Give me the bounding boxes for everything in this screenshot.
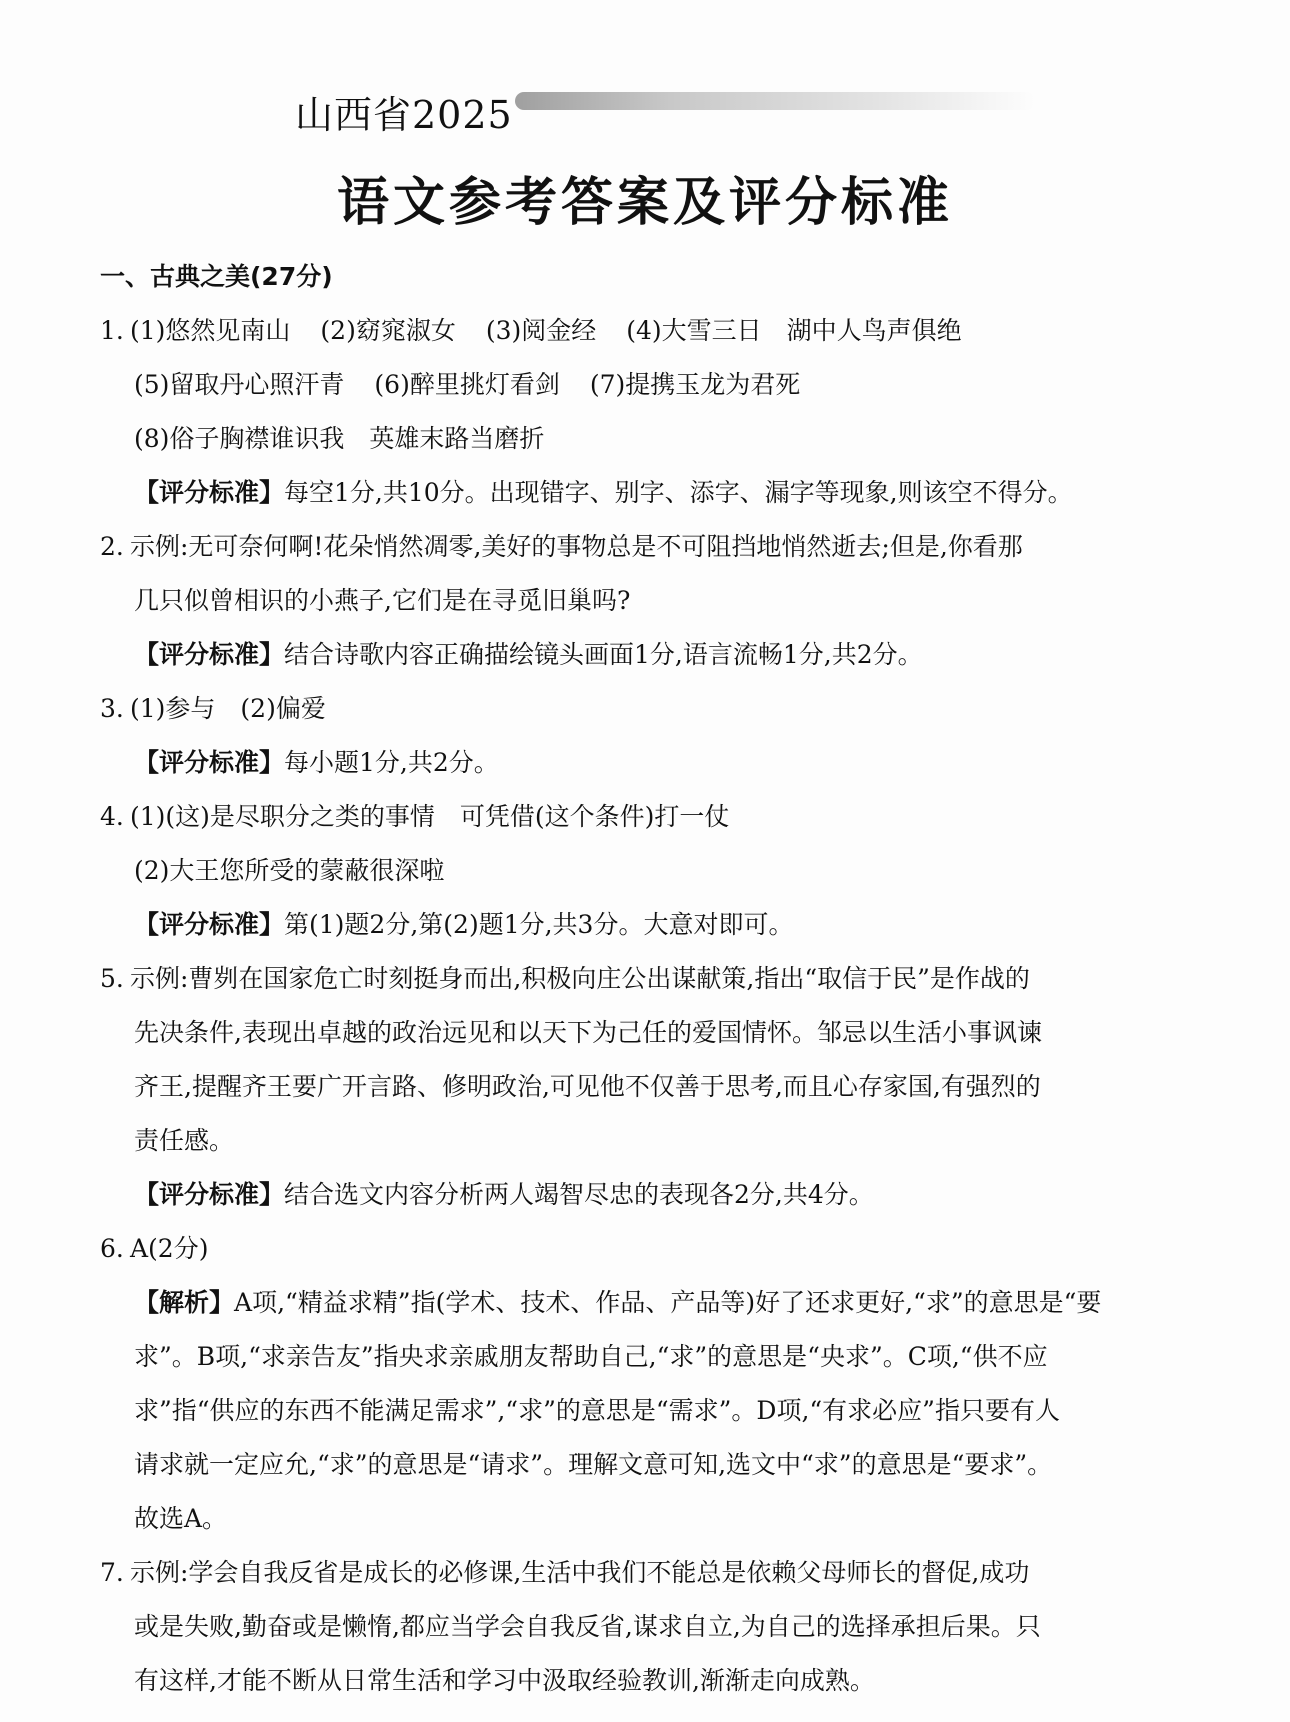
answer-text: 有这样,才能不断从日常生活和学习中汲取经验教训,渐渐走向成熟。 xyxy=(134,1666,875,1695)
page-title: 语文参考答案及评分标准 xyxy=(336,173,953,233)
answer-text: 示例:曹刿在国家危亡时刻挺身而出,积极向庄公出谋献策,指出“取信于民”是作战的 xyxy=(130,964,1030,993)
scoring-text: 结合诗歌内容正确描绘镜头画面1分,语言流畅1分,共2分。 xyxy=(284,640,923,669)
answer-text: A(2分) xyxy=(130,1234,209,1263)
analysis-text: A项,“精益求精”指(学术、技术、作品、产品等)好了还求更好,“求”的意思是“要 xyxy=(234,1288,1102,1317)
blank-answer: (7)提携玉龙为君死 xyxy=(589,370,801,399)
scoring-text: 第(1)题2分,第(2)题1分,共3分。大意对即可。 xyxy=(284,910,794,939)
scoring-standard xyxy=(100,736,1210,790)
blank-answer: (4)大雪三日 湖中人鸟声俱绝 xyxy=(626,316,962,345)
province-header: 山西省2025 xyxy=(295,93,513,137)
scoring-standard xyxy=(100,898,1210,952)
scoring-text: 每小题1分,共2分。 xyxy=(284,748,499,777)
analysis-text: 请求就一定应允,“求”的意思是“请求”。理解文意可知,选文中“求”的意思是“要求”。 xyxy=(134,1450,1053,1479)
answer-text: 或是失败,勤奋或是懒惰,都应当学会自我反省,谋求自立,为自己的选择承担后果。只 xyxy=(134,1612,1041,1641)
question-7 xyxy=(100,1546,1210,1600)
blank-answer: (8)俗子胸襟谁识我 英雄末路当磨折 xyxy=(134,424,545,453)
question-5 xyxy=(100,952,1210,1006)
answer-text: 责任感。 xyxy=(134,1126,235,1155)
analysis xyxy=(100,1276,1210,1330)
blank-answer: (2)窈窕淑女 xyxy=(320,316,456,345)
answer-text: 先决条件,表现出卓越的政治远见和以天下为己任的爱国情怀。邹忌以生活小事讽谏 xyxy=(134,1018,1042,1047)
blank-answer: (5)留取丹心照汗青 xyxy=(134,370,345,399)
section-heading: 一、古典之美(27分) xyxy=(100,262,333,291)
question-6 xyxy=(100,1222,1210,1276)
answer-text: (1)参与 (2)偏爱 xyxy=(130,694,326,723)
question-number: 4. xyxy=(100,802,124,831)
question-number: 2. xyxy=(100,532,124,561)
answer-text: 示例:学会自我反省是成长的必修课,生活中我们不能总是依赖父母师长的督促,成功 xyxy=(130,1558,1030,1587)
blank-answer: (3)阅金经 xyxy=(485,316,597,345)
scoring-text: 每空1分,共10分。出现错字、别字、添字、漏字等现象,则该空不得分。 xyxy=(284,478,1073,507)
answer-text: 几只似曾相识的小燕子,它们是在寻觅旧巢吗? xyxy=(134,586,631,615)
obscured-header-text xyxy=(515,92,1035,110)
answer-text: (2)大王您所受的蒙蔽很深啦 xyxy=(134,856,445,885)
question-4 xyxy=(100,790,1210,844)
answer-text: 示例:无可奈何啊!花朵悄然凋零,美好的事物总是不可阻挡地悄然逝去;但是,你看那 xyxy=(130,532,1023,561)
answer-content xyxy=(100,250,1210,1708)
scoring-standard xyxy=(100,628,1210,682)
blank-answer: (6)醉里挑灯看剑 xyxy=(374,370,560,399)
scoring-standard xyxy=(100,466,1210,520)
question-2 xyxy=(100,520,1210,574)
question-number: 5. xyxy=(100,964,124,993)
answer-text: (1)(这)是尽职分之类的事情 可凭借(这个条件)打一仗 xyxy=(130,802,730,831)
question-number: 3. xyxy=(100,694,124,723)
scoring-tag: 【评分标准】 xyxy=(134,748,285,777)
answer-text: 齐王,提醒齐王要广开言路、修明政治,可见他不仅善于思考,而且心存家国,有强烈的 xyxy=(134,1072,1041,1101)
blank-answer: (1)悠然见南山 xyxy=(130,316,291,345)
question-number: 7. xyxy=(100,1558,124,1587)
scoring-tag: 【评分标准】 xyxy=(134,478,285,507)
analysis-text: 故选A。 xyxy=(134,1504,228,1533)
scoring-tag: 【评分标准】 xyxy=(134,910,285,939)
scoring-tag: 【评分标准】 xyxy=(134,1180,285,1209)
question-1 xyxy=(100,304,1210,358)
scoring-tag: 【评分标准】 xyxy=(134,640,285,669)
question-3 xyxy=(100,682,1210,736)
scoring-standard xyxy=(100,1168,1210,1222)
analysis-tag: 【解析】 xyxy=(134,1288,235,1317)
scoring-text: 结合选文内容分析两人竭智尽忠的表现各2分,共4分。 xyxy=(284,1180,874,1209)
question-number: 1. xyxy=(100,316,124,345)
question-number: 6. xyxy=(100,1234,124,1263)
analysis-text: 求”指“供应的东西不能满足需求”,“求”的意思是“需求”。D项,“有求必应”指只要有人 xyxy=(134,1396,1060,1425)
analysis-text: 求”。B项,“求亲告友”指央求亲戚朋友帮助自己,“求”的意思是“央求”。C项,“供不应 xyxy=(134,1342,1048,1371)
